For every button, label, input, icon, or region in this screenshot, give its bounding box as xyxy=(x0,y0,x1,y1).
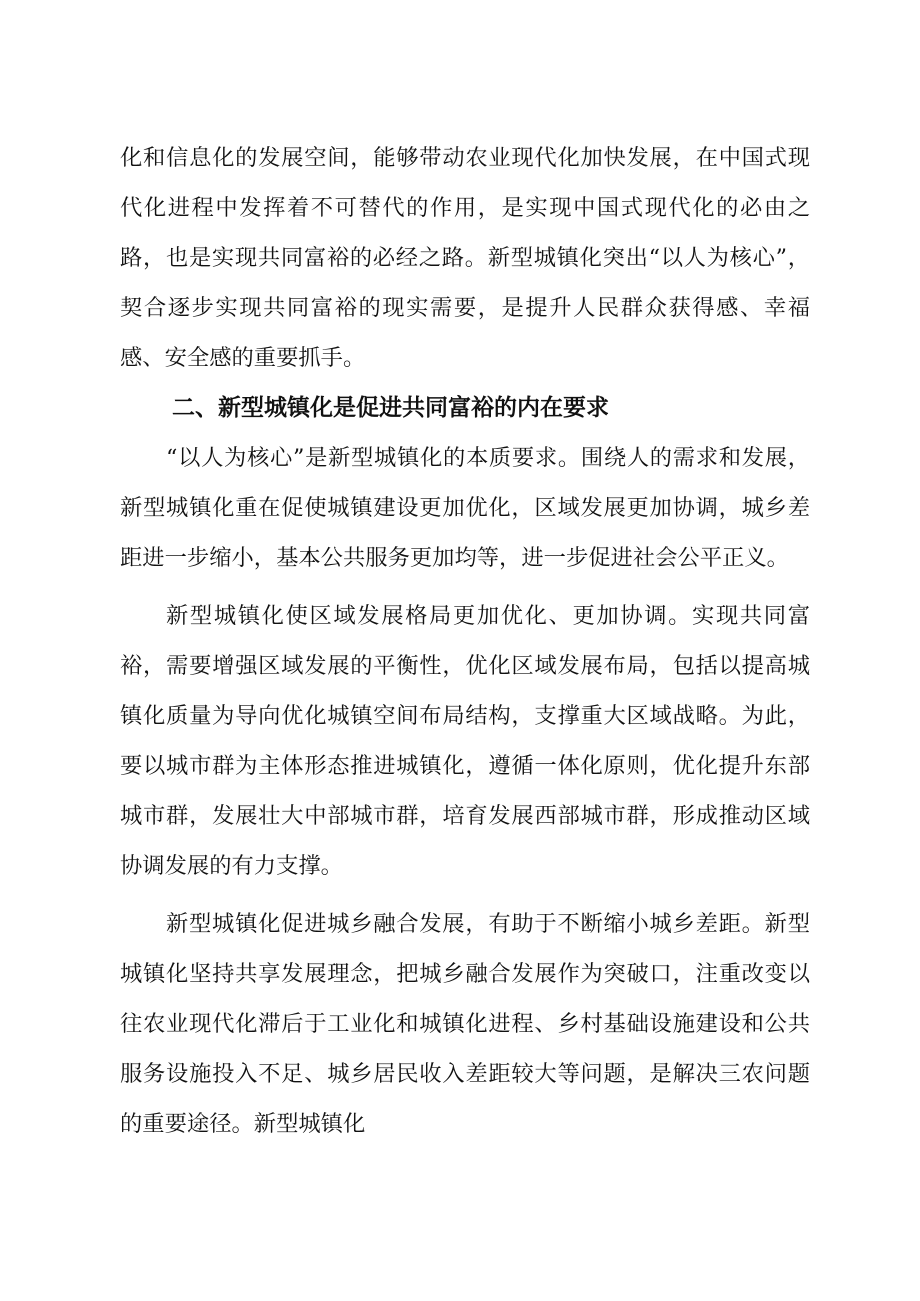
paragraph-continued: 化和信息化的发展空间，能够带动农业现代化加快发展，在中国式现代化进程中发挥着不可替代的作用，是实现中国式现代化的必由之路，也是实现共同富裕的必经之路。新型城镇化突出“以人为核心”，契合逐步实现共同富裕的现实需要，是提升人民群众获得感、幸福感、安全感的重要抓手。 xyxy=(120,145,810,371)
paragraph-3: 新型城镇化促进城乡融合发展，有助于不断缩小城乡差距。新型城镇化坚持共享发展理念，把城乡融合发展作为突破口，注重改变以往农业现代化滞后于工业化和城镇化进程、乡村基础设施建设和公共服务设施投入不足、城乡居民收入差距较大等问题，是解决三农问题的重要途径。新型城镇化 xyxy=(120,911,810,1137)
paragraph-2: 新型城镇化使区域发展格局更加优化、更加协调。实现共同富裕，需要增强区域发展的平衡性，优化区域发展布局，包括以提高城镇化质量为导向优化城镇空间布局结构，支撑重大区域战略。为此，要以城市群为主体形态推进城镇化，遵循一体化原则，优化提升东部城市群，发展壮大中部城市群，培育发展西部城市群，形成推动区域协调发展的有力支撑。 xyxy=(120,603,810,879)
paragraph-1: “以人为核心”是新型城镇化的本质要求。围绕人的需求和发展，新型城镇化重在促使城镇建设更加优化，区域发展更加协调，城乡差距进一步缩小，基本公共服务更加均等，进一步促进社会公平正义。 xyxy=(120,445,810,571)
section-heading: 二、新型城镇化是促进共同富裕的内在要求 xyxy=(172,395,609,421)
document-page xyxy=(120,133,810,1149)
